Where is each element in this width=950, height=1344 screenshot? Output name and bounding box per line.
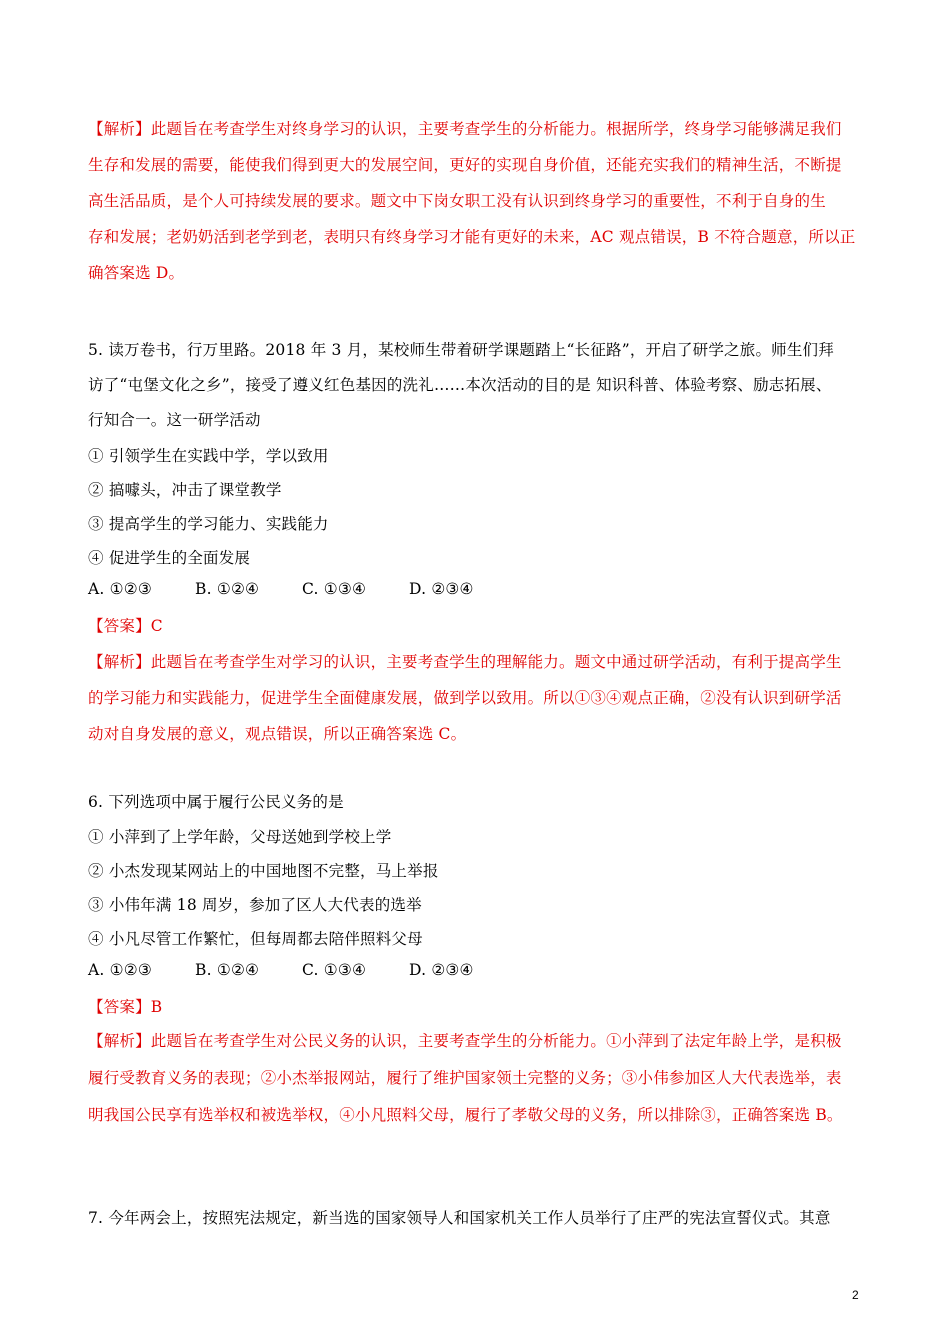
q5-stem-line: 访了“屯堡文化之乡”，接受了遵义红色基因的洗礼……本次活动的目的是 知识科普、体验考察、励志拓展、 xyxy=(88,376,832,394)
q6-answer: 【答案】B xyxy=(88,998,163,1016)
q5-option-b: B. ①②④ xyxy=(195,580,260,598)
q5-options xyxy=(88,580,868,598)
q6-analysis-line: 【解析】此题旨在考查学生对公民义务的认识，主要考查学生的分析能力。①小萍到了法定年龄上学，是积极 xyxy=(88,1032,842,1050)
q6-option-b: B. ①②④ xyxy=(195,961,260,979)
q5-stem-line: 行知合一。这一研学活动 xyxy=(88,411,261,429)
q4-analysis-line: 【解析】此题旨在考查学生对终身学习的认识，主要考查学生的分析能力。根据所学，终身学习能够满足我们 xyxy=(88,120,842,138)
q6-options xyxy=(88,961,868,979)
q4-analysis-line: 高生活品质，是个人可持续发展的要求。题文中下岗女职工没有认识到终身学习的重要性，不利于自身的生 xyxy=(88,192,826,210)
q6-option-d: D. ②③④ xyxy=(409,961,474,979)
q6-item: ④ 小凡尽管工作繁忙，但每周都去陪伴照料父母 xyxy=(88,930,423,948)
q5-option-a: A. ①②③ xyxy=(88,580,152,598)
page-number: 2 xyxy=(852,1288,859,1302)
q4-analysis-line: 生存和发展的需要，能使我们得到更大的发展空间，更好的实现自身价值，还能充实我们的精神生活，不断提 xyxy=(88,156,842,174)
q6-item: ① 小萍到了上学年龄，父母送她到学校上学 xyxy=(88,828,392,846)
q5-item: ① 引领学生在实践中学，学以致用 xyxy=(88,447,329,465)
q6-stem: 6. 下列选项中属于履行公民义务的是 xyxy=(88,793,344,811)
q5-item: ② 搞噱头，冲击了课堂教学 xyxy=(88,481,282,499)
q6-item: ③ 小伟年满 18 周岁，参加了区人大代表的选举 xyxy=(88,896,422,914)
q6-analysis-line: 履行受教育义务的表现；②小杰举报网站，履行了维护国家领土完整的义务；③小伟参加区人大代表选举，表 xyxy=(88,1069,842,1087)
q6-analysis-line: 明我国公民享有选举权和被选举权，④小凡照料父母，履行了孝敬父母的义务，所以排除③，正确答案选 B。 xyxy=(88,1106,843,1124)
q6-option-a: A. ①②③ xyxy=(88,961,152,979)
q6-option-c: C. ①③④ xyxy=(302,961,367,979)
q6-item: ② 小杰发现某网站上的中国地图不完整，马上举报 xyxy=(88,862,439,880)
q4-analysis-line: 确答案选 D。 xyxy=(88,264,185,282)
q5-analysis-line: 的学习能力和实践能力，促进学生全面健康发展，做到学以致用。所以①③④观点正确，②没有认识到研学活 xyxy=(88,689,842,707)
q5-item: ④ 促进学生的全面发展 xyxy=(88,549,251,567)
q5-item: ③ 提高学生的学习能力、实践能力 xyxy=(88,515,329,533)
q7-stem: 7. 今年两会上，按照宪法规定，新当选的国家领导人和国家机关工作人员举行了庄严的宪法宣誓仪式。其意 xyxy=(88,1209,831,1227)
q5-analysis-line: 【解析】此题旨在考查学生对学习的认识，主要考查学生的理解能力。题文中通过研学活动，有利于提高学生 xyxy=(88,653,842,671)
q5-answer: 【答案】C xyxy=(88,617,163,635)
q5-analysis-line: 动对自身发展的意义，观点错误，所以正确答案选 C。 xyxy=(88,725,467,743)
q5-option-d: D. ②③④ xyxy=(409,580,474,598)
q5-stem-line: 5. 读万卷书，行万里路。2018 年 3 月，某校师生带着研学课题踏上“长征路”，开启了研学之旅。师生们拜 xyxy=(88,341,834,359)
q4-analysis-line: 存和发展；老奶奶活到老学到老，表明只有终身学习才能有更好的未来，AC 观点错误，B 不符合题意，所以正 xyxy=(88,228,856,246)
q5-option-c: C. ①③④ xyxy=(302,580,367,598)
